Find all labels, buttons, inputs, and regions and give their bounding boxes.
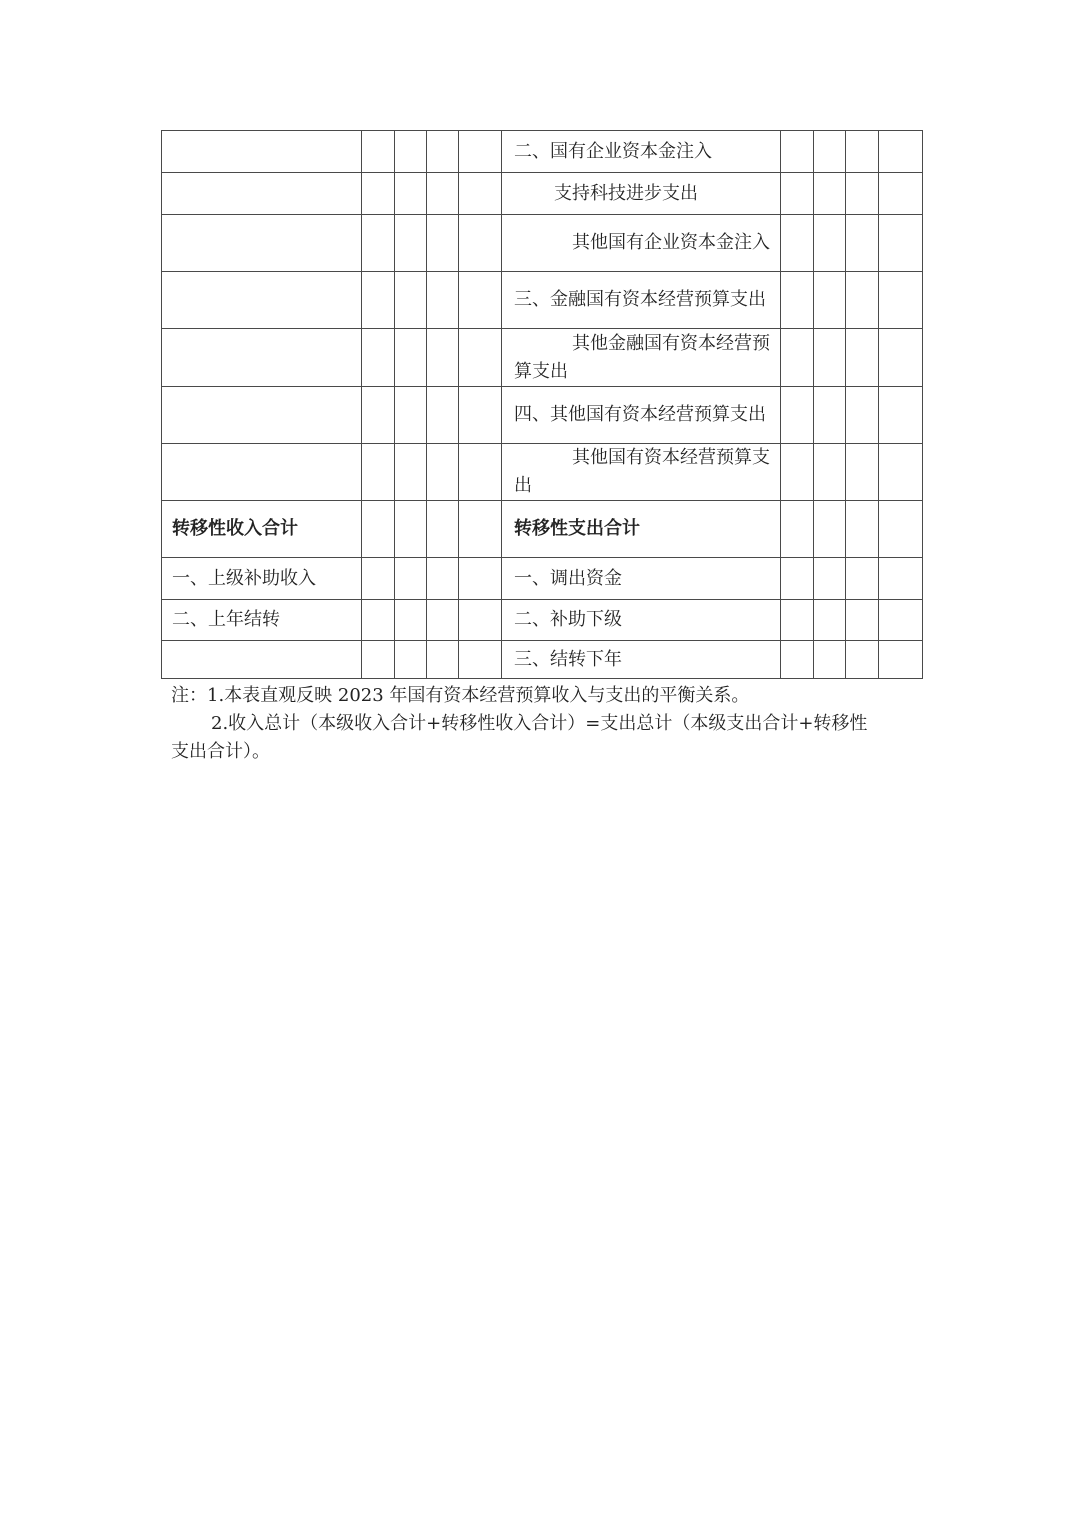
expense-value-cell — [846, 501, 879, 558]
expense-item-label: 转移性支出合计 — [514, 518, 640, 539]
income-value-cell — [459, 131, 502, 173]
income-value-cell — [362, 387, 395, 444]
expense-item-label: 二、国有企业资本金注入 — [514, 140, 712, 162]
income-value-cell — [427, 444, 459, 501]
note-line-2: 2.收入总计（本级收入合计+转移性收入合计）=支出总计（本级支出合计+转移性 — [211, 713, 868, 734]
income-value-cell — [362, 173, 395, 215]
expense-value-cell — [846, 131, 879, 173]
income-item-cell — [162, 444, 362, 501]
income-value-cell — [395, 131, 427, 173]
income-value-cell — [459, 387, 502, 444]
income-value-cell — [395, 600, 427, 641]
income-item-cell — [162, 173, 362, 215]
expense-item-label: 四、其他国有资本经营预算支出 — [514, 404, 766, 425]
income-item-cell — [162, 215, 362, 272]
income-item-cell — [162, 131, 362, 173]
income-value-cell — [427, 329, 459, 387]
expense-value-cell — [879, 215, 923, 272]
expense-value-cell — [846, 444, 879, 501]
table-row — [162, 558, 923, 600]
expense-value-cell — [781, 173, 814, 215]
income-value-cell — [459, 173, 502, 215]
income-value-cell — [427, 272, 459, 329]
income-value-cell — [362, 501, 395, 558]
table-notes — [171, 682, 921, 766]
expense-value-cell — [781, 329, 814, 387]
transfer-income-total-cell: 转移性收入合计 — [162, 501, 362, 558]
expense-value-cell — [814, 501, 846, 558]
expense-value-cell — [814, 272, 846, 329]
table-row — [162, 600, 923, 641]
expense-value-cell — [879, 387, 923, 444]
expense-item-cell — [502, 444, 781, 501]
table-row — [162, 501, 923, 558]
expense-value-cell — [781, 131, 814, 173]
income-item-cell — [162, 272, 362, 329]
income-value-cell — [459, 272, 502, 329]
income-value-cell — [427, 215, 459, 272]
expense-item-label: 三、结转下年 — [514, 648, 622, 670]
income-value-cell — [362, 600, 395, 641]
income-value-cell — [362, 272, 395, 329]
income-value-cell — [362, 444, 395, 501]
expense-value-cell — [814, 387, 846, 444]
expense-value-cell — [879, 600, 923, 641]
income-value-cell — [427, 387, 459, 444]
expense-value-cell — [814, 444, 846, 501]
expense-value-cell — [814, 329, 846, 387]
expense-value-cell — [814, 641, 846, 679]
income-value-cell — [395, 501, 427, 558]
expense-value-cell — [781, 215, 814, 272]
expense-value-cell — [846, 558, 879, 600]
expense-item-cell — [502, 131, 781, 173]
income-value-cell — [362, 131, 395, 173]
income-value-cell — [395, 641, 427, 679]
income-value-cell — [459, 329, 502, 387]
expense-value-cell — [781, 600, 814, 641]
expense-value-cell — [814, 600, 846, 641]
expense-value-cell — [879, 501, 923, 558]
expense-value-cell — [814, 558, 846, 600]
income-value-cell — [395, 387, 427, 444]
expense-item-cell — [502, 215, 781, 272]
expense-item-cell — [502, 558, 781, 600]
income-value-cell — [459, 558, 502, 600]
transfer-expense-total-cell — [502, 501, 781, 558]
expense-value-cell — [814, 173, 846, 215]
expense-item-cell — [502, 641, 781, 679]
expense-value-cell — [879, 272, 923, 329]
income-value-cell — [362, 215, 395, 272]
expense-value-cell — [879, 444, 923, 501]
income-value-cell — [459, 215, 502, 272]
expense-value-cell — [781, 387, 814, 444]
expense-value-cell — [879, 558, 923, 600]
expense-value-cell — [846, 641, 879, 679]
expense-value-cell — [846, 215, 879, 272]
expense-item-cell — [502, 173, 781, 215]
income-value-cell — [459, 444, 502, 501]
expense-value-cell — [846, 387, 879, 444]
expense-item-label: 其他国有企业资本金注入 — [572, 232, 770, 253]
table-row — [162, 215, 923, 272]
expense-item-cell — [502, 600, 781, 641]
expense-value-cell — [814, 131, 846, 173]
table-row — [162, 641, 923, 679]
table-row — [162, 329, 923, 387]
income-value-cell — [395, 444, 427, 501]
expense-value-cell — [846, 329, 879, 387]
expense-item-label: 一、调出资金 — [514, 567, 622, 589]
expense-item-label: 三、金融国有资本经营预算支出 — [514, 289, 766, 310]
budget-balance-table — [161, 130, 923, 679]
note-line-1: 注：1.本表直观反映 2023 年国有资本经营预算收入与支出的平衡关系。 — [171, 685, 750, 706]
expense-value-cell — [814, 215, 846, 272]
expense-item-label: 其他国有资本经营预算支出 — [514, 447, 770, 496]
expense-value-cell — [846, 600, 879, 641]
expense-value-cell — [781, 641, 814, 679]
expense-value-cell — [846, 272, 879, 329]
income-value-cell — [395, 272, 427, 329]
income-value-cell — [395, 329, 427, 387]
expense-item-label: 其他金融国有资本经营预算支出 — [514, 332, 770, 382]
income-value-cell — [395, 215, 427, 272]
expense-value-cell — [846, 173, 879, 215]
table-row — [162, 173, 923, 215]
table-row — [162, 131, 923, 173]
expense-item-cell — [502, 387, 781, 444]
table-row — [162, 272, 923, 329]
income-value-cell — [362, 558, 395, 600]
income-value-cell — [427, 641, 459, 679]
expense-item-cell — [502, 329, 781, 387]
expense-value-cell — [781, 444, 814, 501]
income-value-cell — [427, 501, 459, 558]
table-row — [162, 444, 923, 501]
income-value-cell — [427, 558, 459, 600]
table-row — [162, 387, 923, 444]
income-value-cell — [427, 600, 459, 641]
income-value-cell — [427, 131, 459, 173]
expense-item-label: 二、补助下级 — [514, 609, 622, 630]
expense-item-label: 支持科技进步支出 — [554, 182, 698, 204]
income-item-cell — [162, 387, 362, 444]
income-value-cell — [427, 173, 459, 215]
expense-value-cell — [879, 641, 923, 679]
income-item-cell: 二、上年结转 — [162, 600, 362, 641]
expense-value-cell — [879, 131, 923, 173]
income-item-cell: 一、上级补助收入 — [162, 558, 362, 600]
income-value-cell — [459, 501, 502, 558]
income-value-cell — [395, 173, 427, 215]
income-item-cell — [162, 329, 362, 387]
expense-value-cell — [879, 329, 923, 387]
income-value-cell — [395, 558, 427, 600]
expense-value-cell — [781, 558, 814, 600]
expense-value-cell — [879, 173, 923, 215]
expense-value-cell — [781, 501, 814, 558]
income-value-cell — [362, 329, 395, 387]
income-value-cell — [459, 641, 502, 679]
expense-value-cell — [781, 272, 814, 329]
note-line-3: 支出合计）。 — [171, 741, 270, 762]
income-value-cell — [459, 600, 502, 641]
income-item-cell — [162, 641, 362, 679]
expense-item-cell — [502, 272, 781, 329]
income-value-cell — [362, 641, 395, 679]
